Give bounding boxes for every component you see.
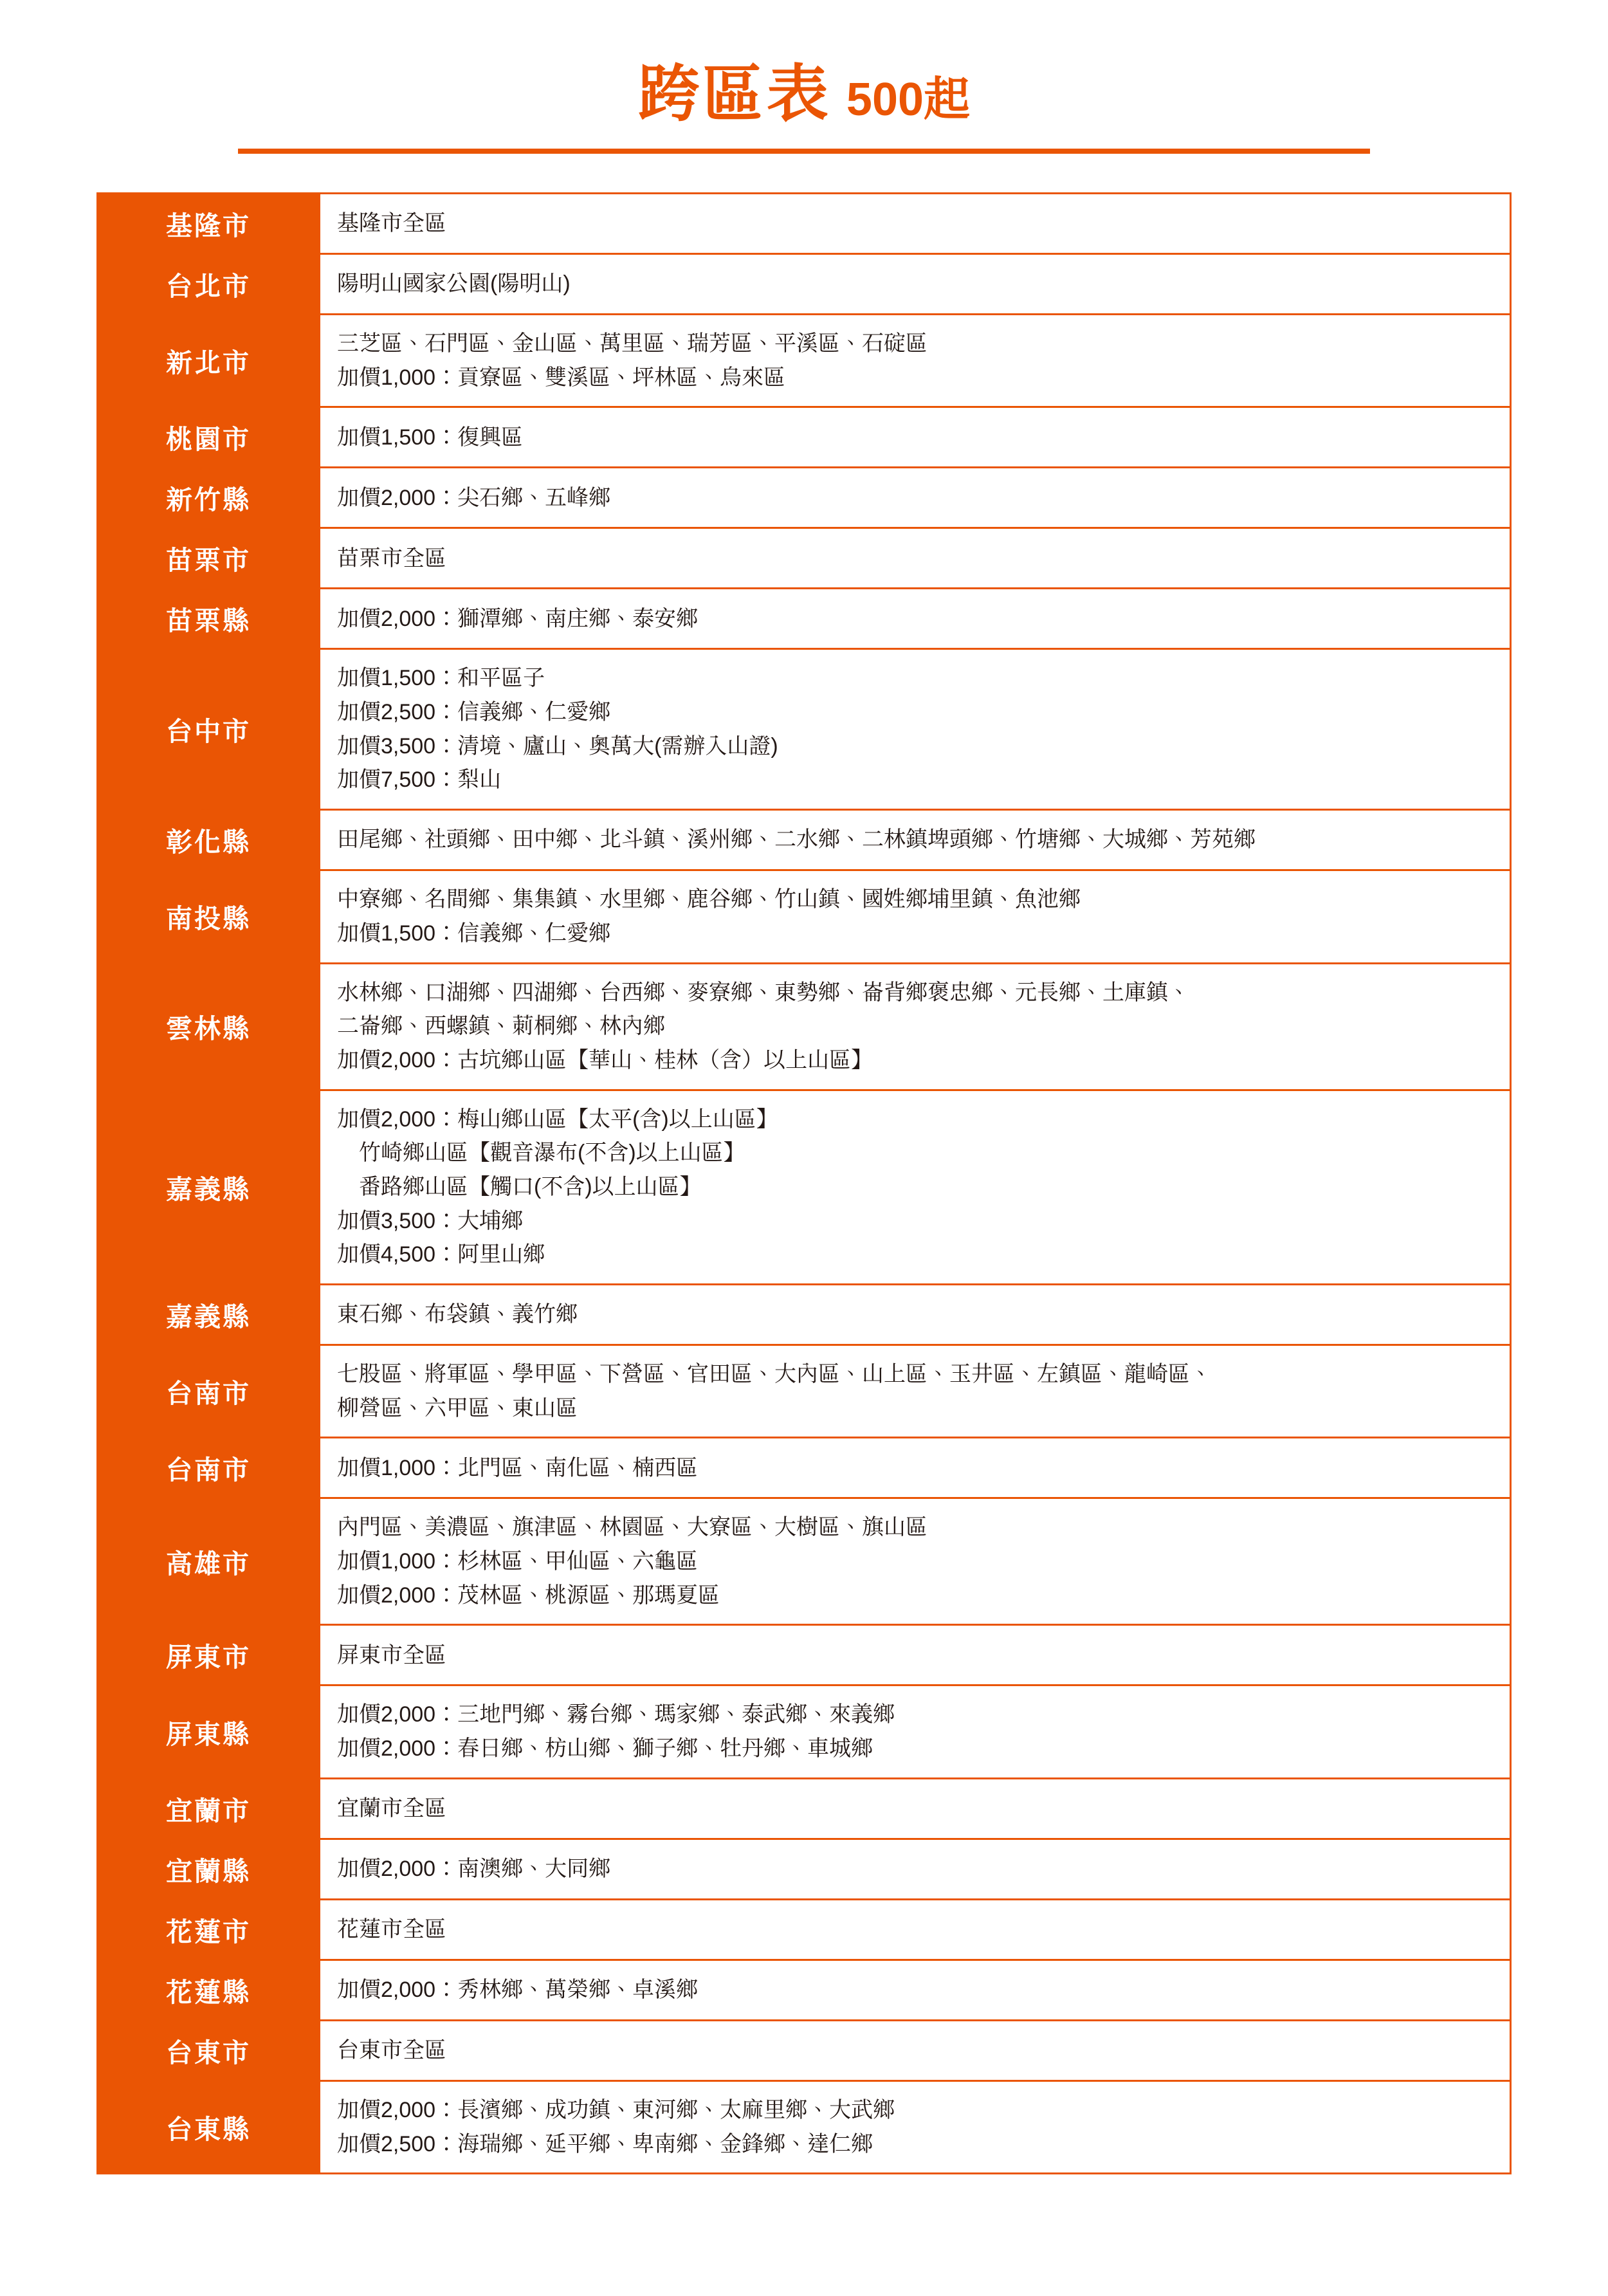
city-label: 新北市 (98, 315, 320, 407)
area-line: 加價2,000：梅山鄉山區【太平(含)以上山區】 (337, 1107, 778, 1132)
table-row (98, 315, 1511, 407)
table-row (98, 963, 1511, 1090)
city-label: 台中市 (98, 649, 320, 810)
table-row (98, 1438, 1511, 1498)
table-row (98, 1778, 1511, 1839)
city-label: 嘉義縣 (98, 1090, 320, 1284)
area-line: 加價2,000：春日鄉、枋山鄉、獅子鄉、牡丹鄉、車城鄉 (337, 1736, 873, 1761)
table-row (98, 1090, 1511, 1284)
area-line: 台東市全區 (337, 2037, 446, 2062)
area-list (320, 1839, 1511, 1899)
area-line: 加價2,000：尖石鄉、五峰鄉 (337, 485, 611, 510)
area-line: 二崙鄉、西螺鎮、莿桐鄉、林內鄉 (337, 1014, 665, 1039)
table-row (98, 254, 1511, 315)
area-line: 番路鄉山區【觸口(不含)以上山區】 (337, 1174, 702, 1199)
area-line: 加價1,500：信義鄉、仁愛鄉 (337, 921, 611, 946)
area-line: 加價2,000：長濱鄉、成功鎮、東河鄉、太麻里鄉、大武鄉 (337, 2097, 895, 2122)
city-label: 宜蘭縣 (98, 1839, 320, 1899)
area-line: 加價2,500：海瑞鄉、延平鄉、卑南鄉、金鋒鄉、達仁鄉 (337, 2131, 873, 2156)
table-row (98, 468, 1511, 528)
table-row (98, 1899, 1511, 1960)
area-line: 三芝區、石門區、金山區、萬里區、瑞芳區、平溪區、石碇區 (337, 331, 927, 356)
table-row (98, 1839, 1511, 1899)
city-label: 花蓮縣 (98, 1960, 320, 2020)
table-body (98, 194, 1511, 2174)
area-list (320, 810, 1511, 870)
area-line: 加價1,500：和平區子 (337, 666, 545, 691)
city-label: 南投縣 (98, 870, 320, 963)
area-list (320, 468, 1511, 528)
area-line: 屏東市全區 (337, 1642, 446, 1667)
table-row (98, 528, 1511, 589)
area-line: 加價2,000：獅潭鄉、南庄鄉、泰安鄉 (337, 606, 699, 631)
area-line: 加價2,500：信義鄉、仁愛鄉 (337, 700, 611, 725)
cross-zone-table (96, 192, 1512, 2174)
area-line: 加價3,500：大埔鄉 (337, 1208, 524, 1233)
area-list (320, 407, 1511, 468)
area-line: 加價2,000：三地門鄉、霧台鄉、瑪家鄉、泰武鄉、來義鄉 (337, 1702, 895, 1727)
table-row (98, 2020, 1511, 2080)
area-list (320, 315, 1511, 407)
area-list (320, 1899, 1511, 1960)
area-line: 柳營區、六甲區、東山區 (337, 1395, 578, 1420)
city-label: 花蓮市 (98, 1899, 320, 1960)
area-line: 內門區、美濃區、旗津區、林園區、大寮區、大樹區、旗山區 (337, 1515, 927, 1540)
table-row (98, 407, 1511, 468)
area-line: 加價3,500：清境、廬山、奧萬大(需辦入山證) (337, 733, 778, 758)
city-label: 基隆市 (98, 194, 320, 254)
table-row (98, 1685, 1511, 1778)
city-label: 宜蘭市 (98, 1778, 320, 1839)
area-line: 東石鄉、布袋鎮、義竹鄉 (337, 1302, 578, 1327)
area-line: 加價1,500：復興區 (337, 425, 524, 450)
city-label: 台東市 (98, 2020, 320, 2080)
title-divider (238, 149, 1370, 154)
area-list (320, 1498, 1511, 1625)
city-label: 桃園市 (98, 407, 320, 468)
area-line: 田尾鄉、社頭鄉、田中鄉、北斗鎮、溪州鄉、二水鄉、二林鎮埤頭鄉、竹塘鄉、大城鄉、芳苑鄉 (337, 827, 1256, 852)
table-row (98, 810, 1511, 870)
area-line: 七股區、將軍區、學甲區、下營區、官田區、大內區、山上區、玉井區、左鎮區、龍崎區、 (337, 1362, 1212, 1386)
area-line: 中寮鄉、名間鄉、集集鎮、水里鄉、鹿谷鄉、竹山鎮、國姓鄉埔里鎮、魚池鄉 (337, 887, 1081, 912)
table-row (98, 589, 1511, 649)
area-line: 加價2,000：秀林鄉、萬榮鄉、卓溪鄉 (337, 1977, 699, 2002)
area-list (320, 649, 1511, 810)
area-list (320, 1438, 1511, 1498)
area-line: 宜蘭市全區 (337, 1795, 446, 1821)
area-list (320, 1960, 1511, 2020)
area-list (320, 2080, 1511, 2173)
area-list (320, 528, 1511, 589)
area-list (320, 1778, 1511, 1839)
city-label: 彰化縣 (98, 810, 320, 870)
area-line: 苗栗市全區 (337, 546, 446, 571)
city-label: 苗栗縣 (98, 589, 320, 649)
area-line: 陽明山國家公園(陽明山) (337, 271, 571, 297)
area-line: 加價7,500：梨山 (337, 767, 502, 793)
table-row (98, 1285, 1511, 1345)
area-line: 水林鄉、口湖鄉、四湖鄉、台西鄉、麥寮鄉、東勢鄉、崙背鄉褒忠鄉、元長鄉、土庫鎮、 (337, 980, 1190, 1005)
area-line: 加價2,000：南澳鄉、大同鄉 (337, 1856, 611, 1881)
table-row (98, 194, 1511, 254)
page-title: 跨區表 (637, 60, 831, 129)
table-row (98, 1498, 1511, 1625)
area-list (320, 1345, 1511, 1438)
page-header (96, 26, 1512, 165)
city-label: 高雄市 (98, 1498, 320, 1625)
page-title-subtitle: 500起 (846, 74, 971, 125)
city-label: 嘉義縣 (98, 1285, 320, 1345)
area-list (320, 1090, 1511, 1284)
city-label: 苗栗市 (98, 528, 320, 589)
area-line: 加價4,500：阿里山鄉 (337, 1242, 545, 1267)
area-line: 竹崎鄉山區【觀音瀑布(不含)以上山區】 (337, 1141, 745, 1166)
area-list (320, 1685, 1511, 1778)
table-row (98, 1960, 1511, 2020)
city-label: 台東縣 (98, 2080, 320, 2173)
area-list (320, 1285, 1511, 1345)
city-label: 台南市 (98, 1345, 320, 1438)
area-list (320, 254, 1511, 315)
table-row (98, 1345, 1511, 1438)
area-line: 基隆市全區 (337, 211, 446, 236)
table-row (98, 1625, 1511, 1685)
city-label: 屏東縣 (98, 1685, 320, 1778)
area-line: 加價1,000：貢寮區、雙溪區、坪林區、烏來區 (337, 365, 786, 390)
area-line: 加價1,000：杉林區、甲仙區、六龜區 (337, 1549, 699, 1574)
area-line: 加價2,000：古坑鄉山區【華山、桂林（含）以上山區】 (337, 1047, 873, 1072)
area-list (320, 1625, 1511, 1685)
area-line: 加價2,000：茂林區、桃源區、那瑪夏區 (337, 1583, 720, 1608)
area-line: 花蓮市全區 (337, 1916, 446, 1942)
table-row (98, 2080, 1511, 2173)
city-label: 新竹縣 (98, 468, 320, 528)
area-list (320, 589, 1511, 649)
table-row (98, 870, 1511, 963)
area-list (320, 2020, 1511, 2080)
area-line: 加價1,000：北門區、南化區、楠西區 (337, 1455, 699, 1480)
city-label: 台北市 (98, 254, 320, 315)
city-label: 台南市 (98, 1438, 320, 1498)
area-list (320, 870, 1511, 963)
city-label: 屏東市 (98, 1625, 320, 1685)
area-list (320, 963, 1511, 1090)
table-row (98, 649, 1511, 810)
city-label: 雲林縣 (98, 963, 320, 1090)
area-list (320, 194, 1511, 254)
